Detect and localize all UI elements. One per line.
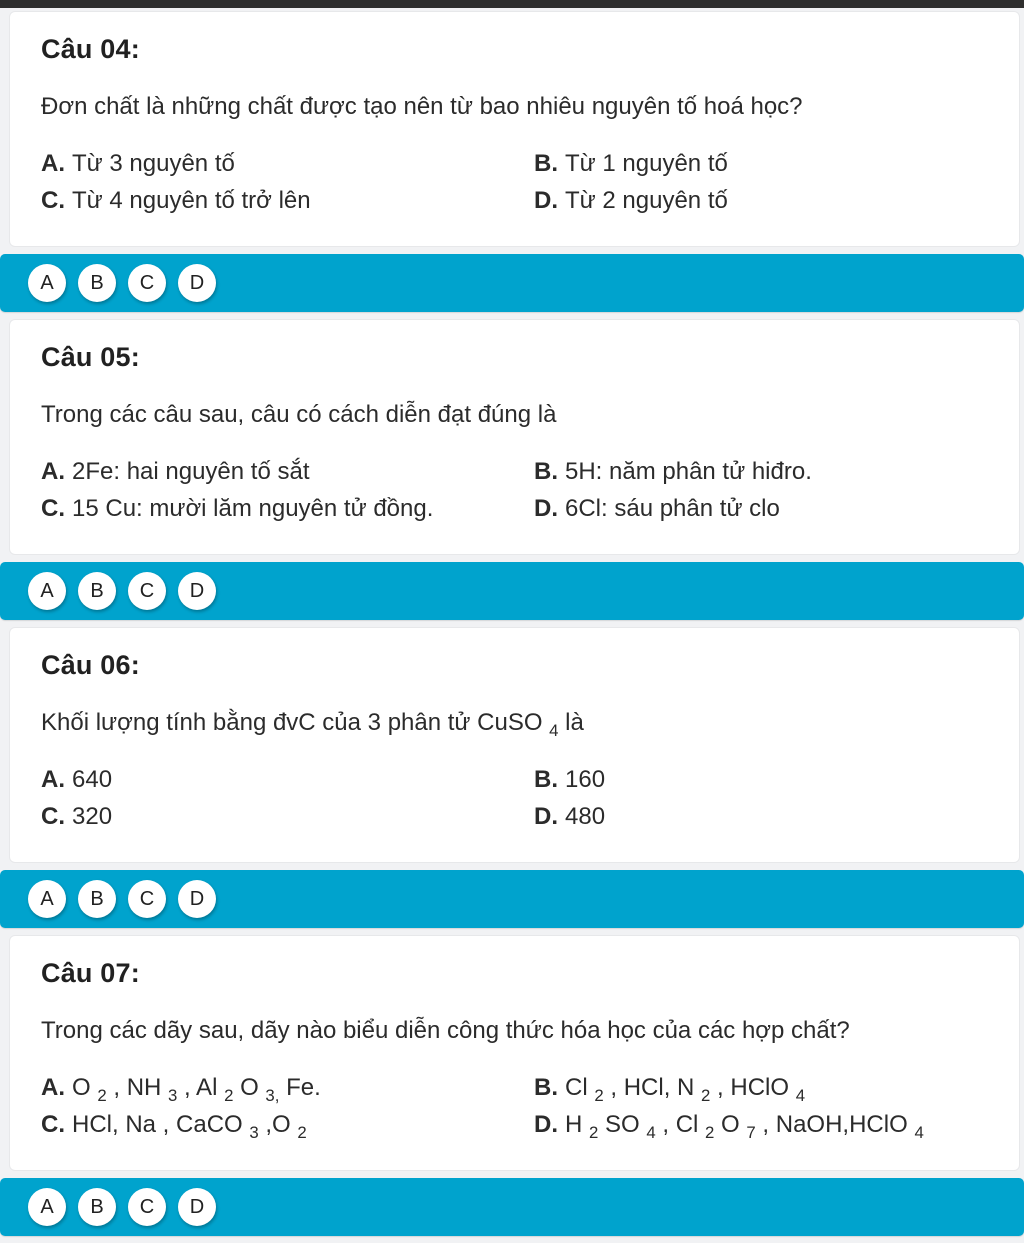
choice-b-button[interactable]: B: [78, 1188, 116, 1226]
options-grid: [41, 765, 989, 832]
choice-a-button[interactable]: A: [28, 880, 66, 918]
option-text: HCl, Na , CaCO $_3$ ,O $_2$: [72, 1111, 307, 1142]
answer-bar-04: [0, 254, 1024, 312]
options-grid: [41, 149, 989, 216]
option-text: 5H: năm phân tử hiđro.: [565, 458, 812, 485]
option-letter: C.: [41, 187, 65, 214]
choice-c-button[interactable]: C: [128, 880, 166, 918]
choice-c-button[interactable]: C: [128, 1188, 166, 1226]
option-d: [534, 1110, 989, 1140]
choice-d-button[interactable]: D: [178, 572, 216, 610]
top-status-bar: [0, 0, 1024, 8]
option-text: 15 Cu: mười lăm nguyên tử đồng.: [72, 495, 434, 522]
option-b: [534, 149, 989, 179]
option-text: 6Cl: sáu phân tử clo: [565, 495, 780, 522]
option-letter: D.: [534, 187, 558, 214]
option-letter: A.: [41, 766, 65, 793]
option-letter: C.: [41, 1111, 65, 1138]
option-text: Từ 1 nguyên tố: [565, 150, 728, 177]
choice-a-button[interactable]: A: [28, 572, 66, 610]
answer-bar-06: [0, 870, 1024, 928]
option-letter: B.: [534, 766, 558, 793]
option-text: O $_2$ , NH $_3$ , Al $_2$ O $_{3,}$ Fe.: [72, 1074, 321, 1105]
choice-d-button[interactable]: D: [178, 264, 216, 302]
option-a: [41, 765, 534, 795]
option-letter: A.: [41, 1074, 65, 1101]
answer-bar-07: [0, 1178, 1024, 1236]
question-text: Trong các câu sau, câu có cách diễn đạt đúng là: [41, 401, 557, 428]
option-c: [41, 494, 534, 524]
question-text: Đơn chất là những chất được tạo nên từ bao nhiêu nguyên tố hoá học?: [41, 93, 803, 120]
option-text: 160: [565, 766, 606, 793]
option-letter: A.: [41, 458, 65, 485]
option-letter: D.: [534, 803, 558, 830]
option-text: 2Fe: hai nguyên tố sắt: [72, 458, 310, 485]
question-card-04: [9, 11, 1020, 247]
option-text: Từ 2 nguyên tố: [565, 187, 728, 214]
option-text: 640: [72, 766, 113, 793]
answer-bar-05: [0, 562, 1024, 620]
option-b: [534, 1073, 989, 1103]
option-a: [41, 1073, 534, 1103]
option-b: [534, 765, 989, 795]
question-title: Câu 04:: [41, 34, 140, 64]
question-title: Câu 05:: [41, 342, 140, 372]
option-letter: D.: [534, 495, 558, 522]
question-text: Khối lượng tính bằng đvC của 3 phân tử CuSO $_4$ là: [41, 709, 584, 740]
choice-c-button[interactable]: C: [128, 264, 166, 302]
choice-b-button[interactable]: B: [78, 880, 116, 918]
question-card-06: [9, 627, 1020, 863]
options-grid: [41, 457, 989, 524]
option-letter: A.: [41, 150, 65, 177]
option-letter: C.: [41, 803, 65, 830]
option-text: Cl $_2$ , HCl, N $_2$ , HClO $_4$: [565, 1074, 806, 1105]
question-title: Câu 06:: [41, 650, 140, 680]
option-text: 480: [565, 803, 606, 830]
choice-d-button[interactable]: D: [178, 880, 216, 918]
choice-a-button[interactable]: A: [28, 264, 66, 302]
option-d: [534, 802, 989, 832]
option-letter: B.: [534, 1074, 558, 1101]
option-text: Từ 4 nguyên tố trở lên: [72, 187, 311, 214]
options-grid: [41, 1073, 989, 1140]
option-a: [41, 149, 534, 179]
option-c: [41, 186, 534, 216]
question-card-05: [9, 319, 1020, 555]
choice-b-button[interactable]: B: [78, 572, 116, 610]
option-text: Từ 3 nguyên tố: [72, 150, 235, 177]
option-c: [41, 1110, 534, 1140]
option-letter: B.: [534, 150, 558, 177]
question-title: Câu 07:: [41, 958, 140, 988]
option-text: 320: [72, 803, 113, 830]
option-letter: C.: [41, 495, 65, 522]
option-d: [534, 494, 989, 524]
option-letter: B.: [534, 458, 558, 485]
choice-b-button[interactable]: B: [78, 264, 116, 302]
question-card-07: [9, 935, 1020, 1171]
option-a: [41, 457, 534, 487]
option-d: [534, 186, 989, 216]
choice-d-button[interactable]: D: [178, 1188, 216, 1226]
option-b: [534, 457, 989, 487]
choice-c-button[interactable]: C: [128, 572, 166, 610]
option-letter: D.: [534, 1111, 558, 1138]
option-text: H $_2$ SO $_4$ , Cl $_2$ O $_7$ , NaOH,HClO $_4$: [565, 1111, 924, 1142]
choice-a-button[interactable]: A: [28, 1188, 66, 1226]
question-text: Trong các dãy sau, dãy nào biểu diễn công thức hóa học của các hợp chất?: [41, 1017, 850, 1044]
option-c: [41, 802, 534, 832]
